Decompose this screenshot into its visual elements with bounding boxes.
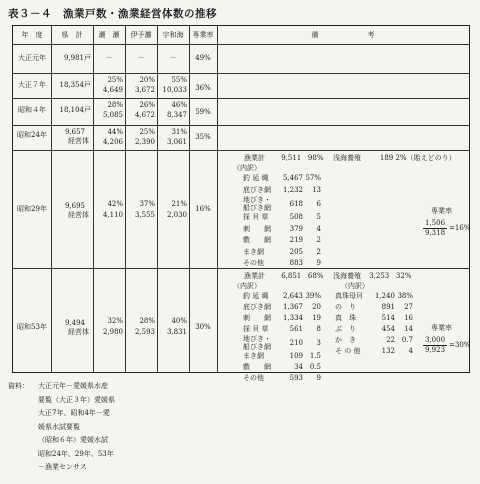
remarks-s29-head-label: 漁業計 [244,154,265,162]
row-seto-pct: 32% [107,317,123,325]
row-year: 昭和４年 [18,106,46,114]
source-line: 媛県水試要覧 [38,422,80,431]
row-seto-pct: 25% [107,76,123,84]
source-line: 要覧（大正３年）愛媛県 [38,395,115,404]
row-seto-n: 4,649 [102,86,123,94]
row-iyo-pct: 26% [139,101,155,109]
header-iyonada: 伊予灘 [130,31,152,39]
row-iyo-pct: － [137,54,145,62]
remarks-s53-rate-fraction: $\frac{3,000}{9,923}$ [425,336,446,354]
row-uwa-n: 10,033 [162,86,187,94]
row-year: 大正７年 [18,81,46,89]
row-total: 18,354戸 [59,81,91,89]
row-uwa-n: 8,347 [166,111,187,119]
row-seto-n: 5,085 [102,111,123,119]
source-line: 昭和24年、29年、53年 [38,449,114,458]
remarks-s29-aqua-label: 浅海養殖 [333,154,361,162]
row-year: 昭和29年 [17,205,47,213]
source-line: －漁業センサス [38,463,87,471]
source-line: 大正7年、昭和4年－愛 [38,409,110,417]
row-iyo-n: 3,555 [134,211,155,219]
row-year: 昭和53年 [17,323,47,331]
row-iyo-pct: 37% [139,200,155,208]
row-rate: 49% [195,54,211,62]
row-rate: 30% [195,323,211,331]
remarks-s29-head-pct: 98% [307,154,324,162]
header-seto: 瀬 瀬 [98,31,120,39]
source-line: 大正元年－愛媛県水産 [38,382,108,390]
remarks-s29-lines: 釣 延 縄 5,467 57% 底びき網 1,232 13 地びき・船びき網 618 6 採 貝 草 508 5 刺 網 379 4 敷 網 219 2 まき網 205 2 その他 883 9 [243,174,321,267]
row-total-unit: 経営体 [68,137,89,145]
remarks-s53-head-value: 6,851 [281,272,302,280]
row-iyo-n: 2,593 [134,328,155,336]
row-uwa-pct: 46% [171,101,187,109]
row-iyo-pct: 28% [139,317,155,325]
remarks-s29-aqua-value: 189 [379,154,394,162]
row-seto-pct: 44% [107,128,123,136]
source-line: （昭和６年）愛媛水試 [38,436,108,444]
remarks-s53-rate-label: 専業率 [431,324,452,332]
remarks-s53-lines: 釣 延 縄 2,643 39% 底びき網 1,367 20 刺 網 1,334 19 採 貝 草 561 8 地びき・船びき網 210 3 まき網 109 1.5 敷 網 34 0.5 その他 593 9 [243,292,321,382]
remarks-s29-aqua-note: 2%（貽えどのり） [395,154,456,162]
header-rate: 専業率 [192,31,214,39]
remarks-s53-rate-value: =30% [449,341,471,349]
remarks-s53-aqua-label: 浅海養殖 [333,272,361,280]
remarks-s53-head-pct: 68% [307,272,324,280]
row-iyo-n: 3,672 [134,86,155,94]
row-uwa-pct: 55% [171,76,187,84]
remarks-s53-head-label: 漁業計 [244,272,265,280]
row-year: 昭和24年 [17,131,47,139]
row-uwa-pct: 31% [171,128,187,136]
source-note [8,380,115,475]
row-rate: 59% [195,108,211,116]
row-year: 大正元年 [18,54,46,62]
row-uwa-n: 2,030 [166,211,187,219]
row-iyo-pct: 25% [139,128,155,136]
row-total: 9,657 [64,128,85,136]
header-uwakai: 宇和海 [162,31,184,39]
remarks-s53-aqua-lines: 真珠母貝 1,240 38% の り 891 27 真 珠 514 16 ぶ り 454 14 か き 22 0.7 そ の 他 132 4 [335,292,413,355]
remarks-s53-aqua-value: 3,253 [369,272,390,280]
header-year: 年 度 [21,31,43,39]
remarks-s29-rate-fraction: $\frac{1,506}{9,318}$ [425,219,446,237]
remarks-s29-breakdown-label: （内訳） [233,164,261,172]
statistics-table [12,25,471,382]
row-rate: 36% [195,84,211,92]
row-total: 18,104戸 [59,106,91,114]
remarks-s29-head-value: 9,511 [281,154,302,162]
row-seto-pct: － [105,54,113,62]
row-rate: 16% [195,205,211,213]
header-total: 県 計 [61,31,83,39]
row-rate: 35% [195,133,211,141]
remarks-s53-breakdown-label: （内訳） [233,282,261,290]
row-seto-pct: 42% [107,200,123,208]
remarks-s29-rate-value: =16% [449,224,471,232]
header-remarks: 備 考 [311,31,375,39]
row-total-unit: 経営体 [68,211,89,219]
table-title: 表３－４ 漁業戸数・漁業経営体数の推移 [8,8,217,20]
source-label: 資料： [8,382,29,390]
row-uwa-n: 3,831 [166,328,187,336]
row-total: 9,981戸 [63,54,91,62]
row-seto-n: 2,980 [102,328,123,336]
row-iyo-pct: 20% [139,76,155,84]
row-uwa-n: 3,061 [166,138,187,146]
remarks-s53-aqua-pct: 32% [395,272,412,280]
remarks-s53-aqua-breakdown-label: （内訳） [341,282,369,290]
row-uwa-pct: 40% [171,317,187,325]
row-total: 9,695 [64,202,85,210]
row-uwa-pct: － [169,54,177,62]
row-total-unit: 経営体 [68,328,89,336]
row-uwa-pct: 21% [171,200,187,208]
remarks-s29-rate-label: 専業率 [431,207,452,215]
row-seto-n: 4,206 [102,138,123,146]
row-seto-n: 4,110 [102,211,123,219]
row-iyo-n: 4,672 [134,111,155,119]
row-iyo-n: 2,390 [134,138,155,146]
row-seto-pct: 28% [107,101,123,109]
row-total: 9,494 [64,319,85,327]
